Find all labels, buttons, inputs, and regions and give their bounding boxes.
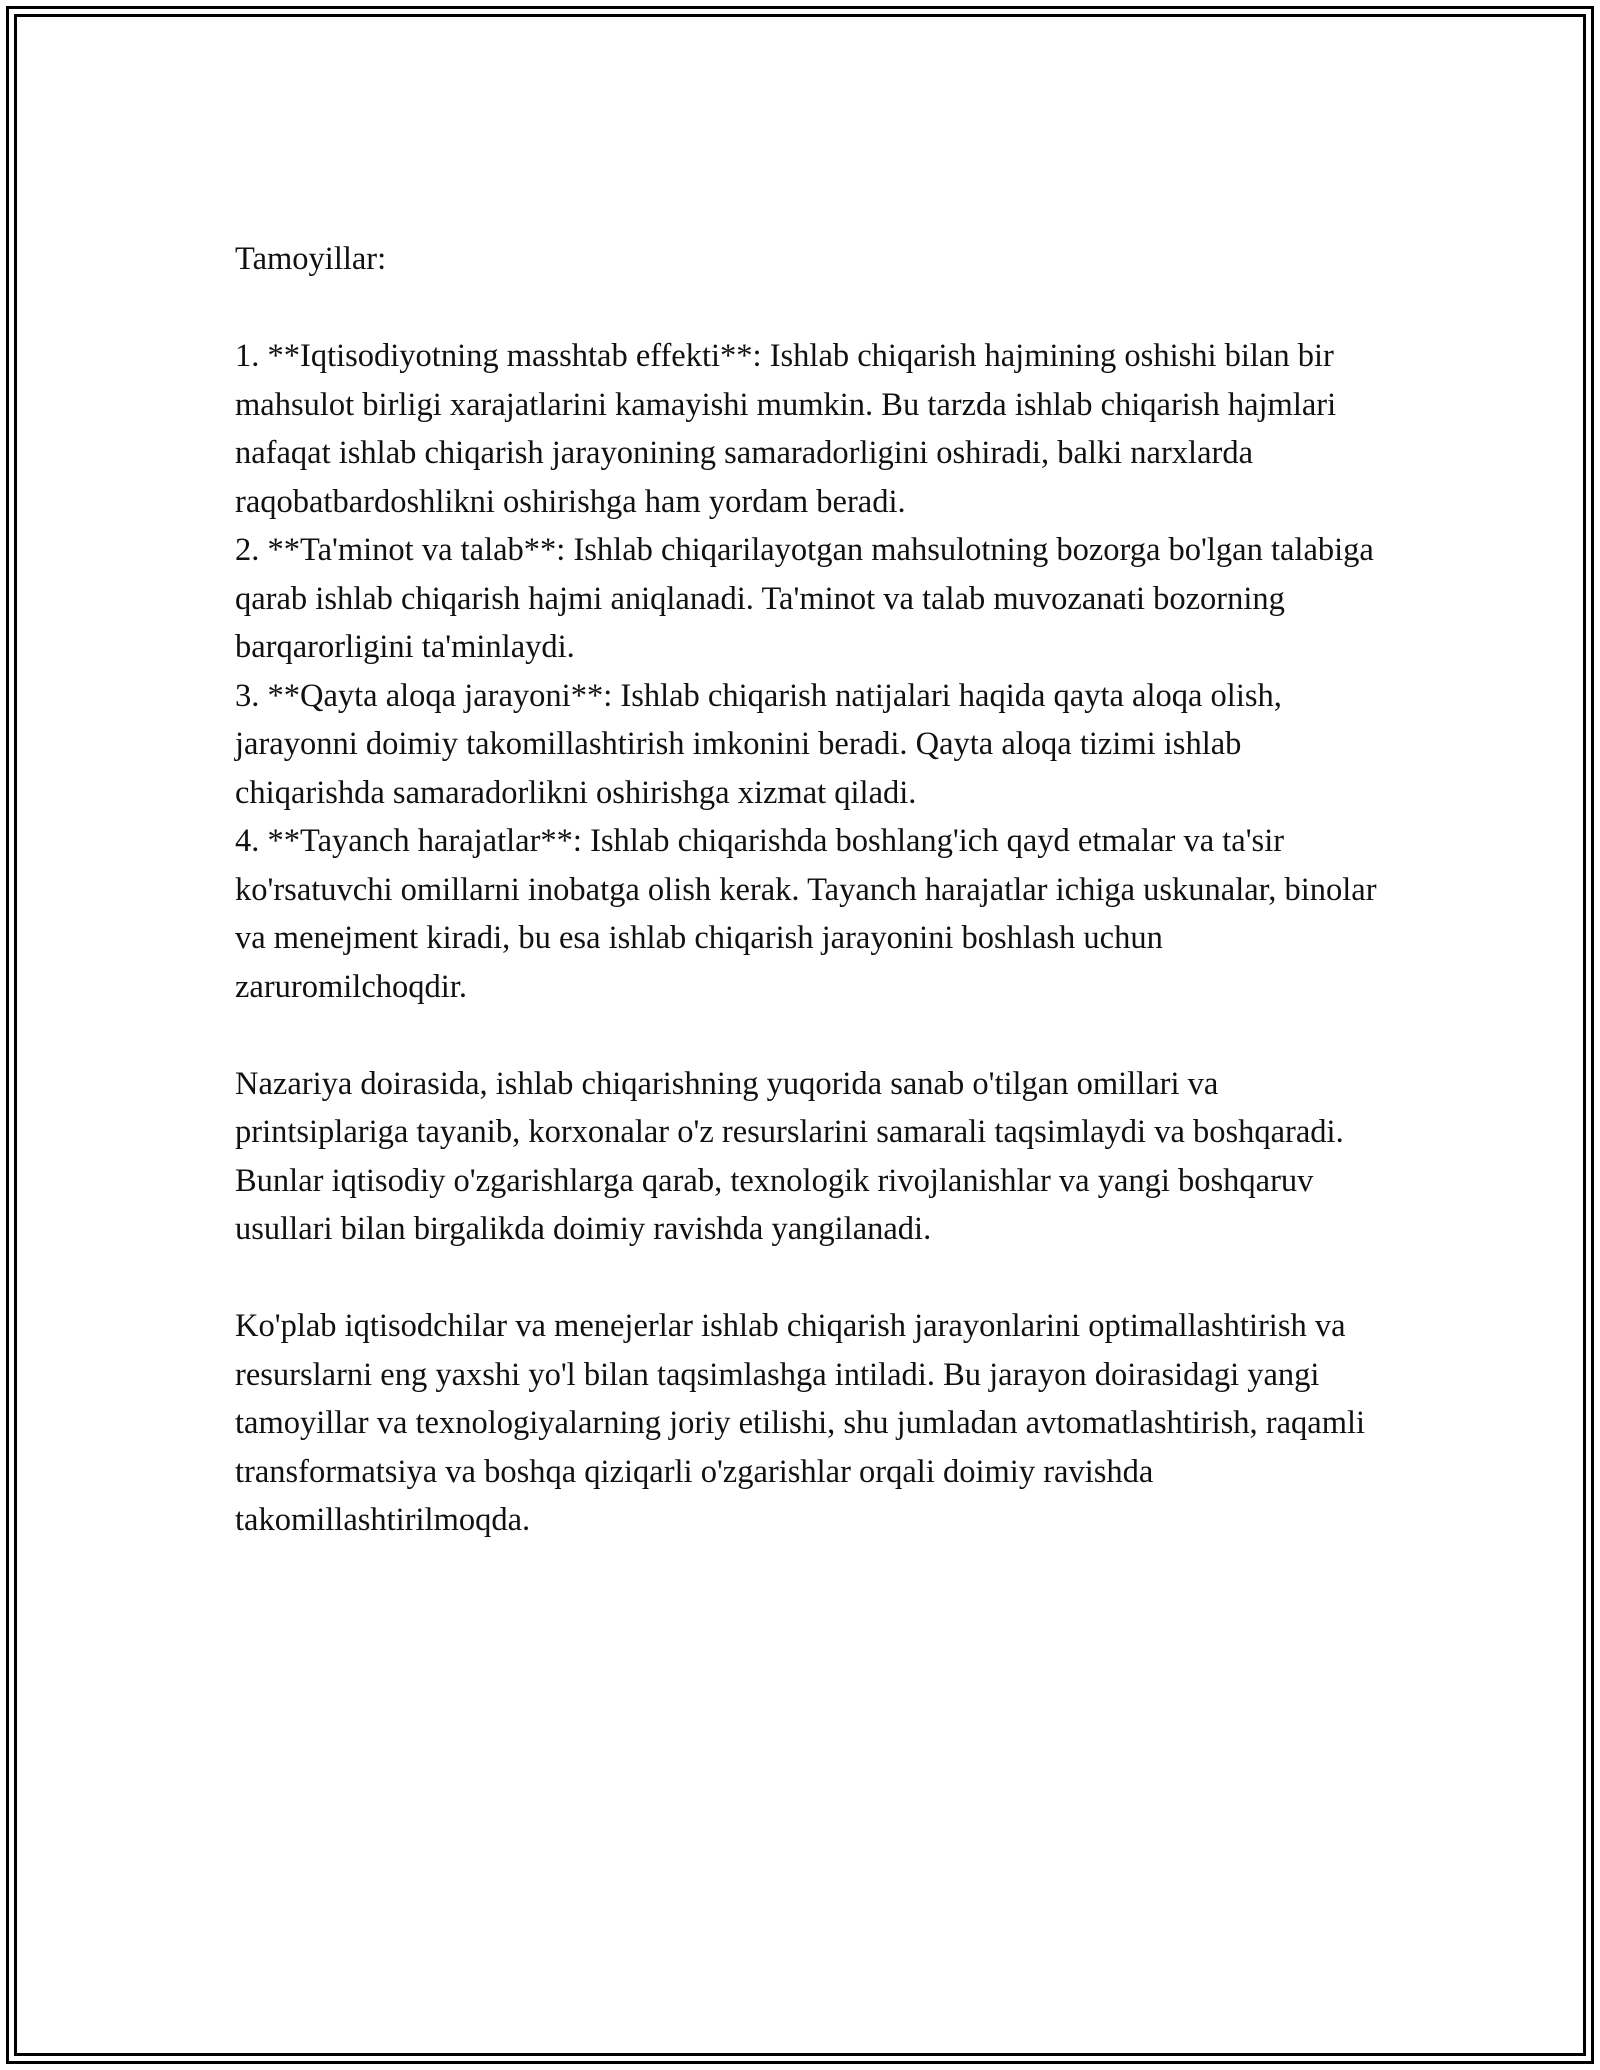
spacer [235,284,1395,333]
document-body [235,235,1395,1545]
list-item-1: 1. **Iqtisodiyotning masshtab effekti**: Ishlab chiqarish hajmining oshishi bilan bir mahsulot birligi xarajatlarini kamayishi mumkin. Bu tarzda ishlab chiqarish hajmlari nafaqat ishlab chiqarish jarayonining samaradorligini oshiradi, balki narxlarda raqobatbardoshlikni oshirishga ham yordam beradi. [235,338,1337,520]
paragraph-optimization: Ko'plab iqtisodchilar va menejerlar ishlab chiqarish jarayonlarini optimallashtirish va resurslarni eng yaxshi yo'l bilan taqsimlashga intiladi. Bu jarayon doirasidagi yangi tamoyillar va texnologiyalarning joriy etilishi, shu jumladan avtomatlashtirish, raqamli transformatsiya va boshqa qiziqarli o'zgarishlar orqali doimiy ravishda takomillashtirilmoqda. [235,1308,1366,1538]
paragraph-theory: Nazariya doirasida, ishlab chiqarishning yuqorida sanab o'tilgan omillari va printsiplariga tayanib, korxonalar o'z resurslarini samarali taqsimlaydi va boshqaradi. Bunlar iqtisodiy o'zgarishlarga qarab, texnologik rivojlanishlar va yangi boshqaruv usullari bilan birgalikda doimiy ravishda yangilanadi. [235,1065,1344,1247]
list-item-2: 2. **Ta'minot va talab**: Ishlab chiqarilayotgan mahsulotning bozorga bo'lgan talabiga qarab ishlab chiqarish hajmi aniqlanadi. Ta'minot va talab muvozanati bozorning barqarorligini ta'minlaydi. [235,532,1374,665]
spacer [235,1011,1395,1060]
spacer [235,1254,1395,1303]
list-item-3: 3. **Qayta aloqa jarayoni**: Ishlab chiqarish natijalari haqida qayta aloqa olish, jarayonni doimiy takomillashtirish imkonini beradi. Qayta aloqa tizimi ishlab chiqarishda samaradorlikni oshirishga xizmat qiladi. [235,677,1282,811]
section-heading: Tamoyillar: [235,241,387,277]
list-item-4: 4. **Tayanch harajatlar**: Ishlab chiqarishda boshlang'ich qayd etmalar va ta'sir ko'rsatuvchi omillarni inobatga olish kerak. Tayanch harajatlar ichiga uskunalar, binolar va menejment kiradi, bu esa ishlab chiqarish jarayonini boshlash uchun zaruromilchoqdir. [235,823,1377,1005]
